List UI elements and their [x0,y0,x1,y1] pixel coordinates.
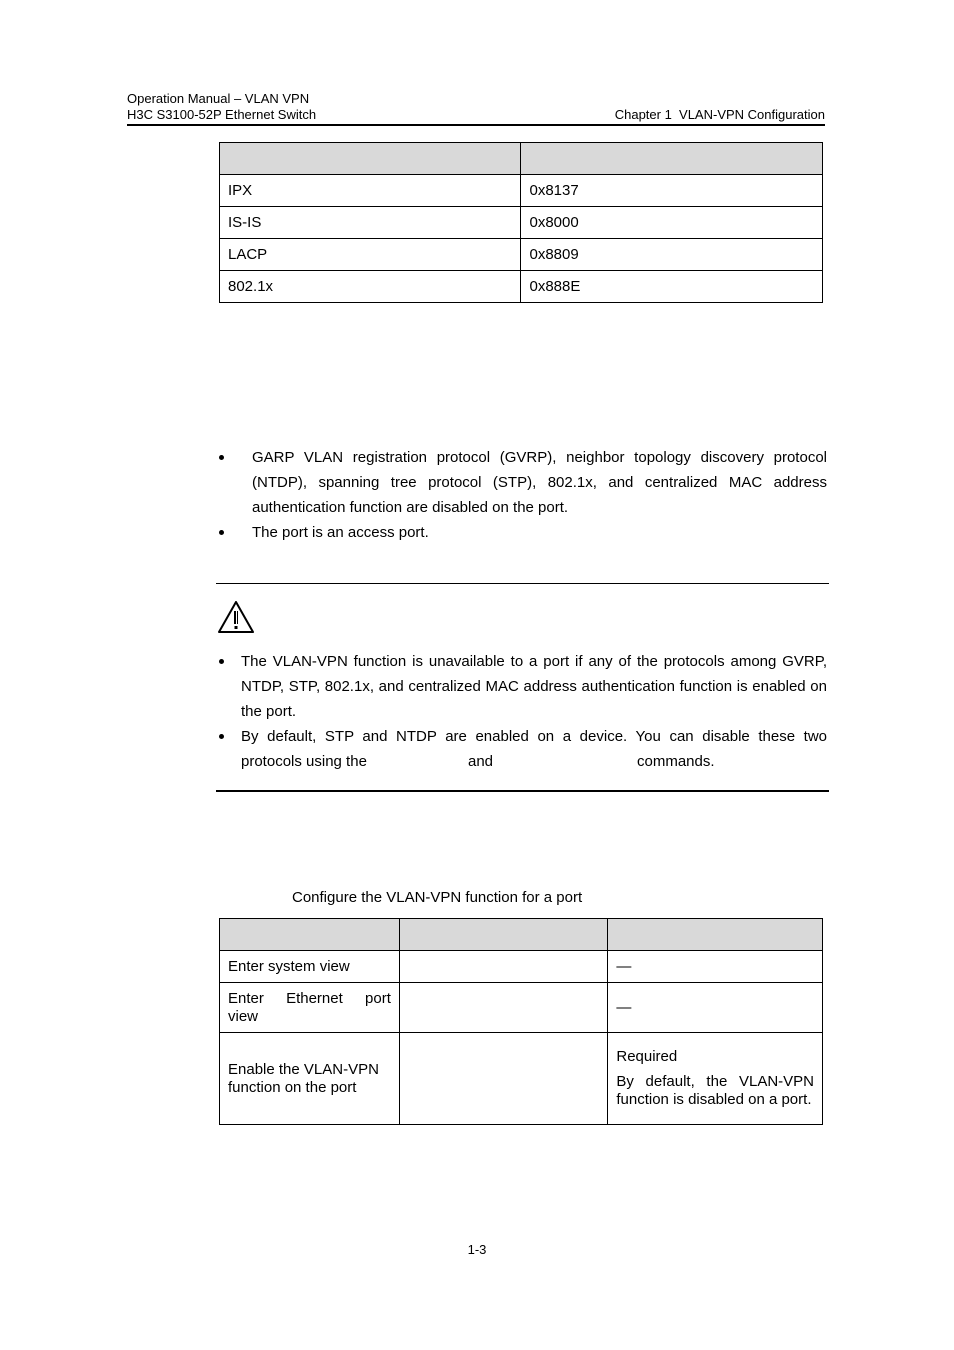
list-item [219,649,827,724]
table-caption: Configure the VLAN-VPN function for a port [292,889,583,906]
command-cell [399,951,607,983]
config-table [219,918,823,1125]
protocol-cell: LACP [220,239,521,271]
list-item-text-line [241,749,827,774]
operation-word: port [365,989,391,1007]
operation-cell: Enter system view [220,951,400,983]
bullet-icon [219,734,224,739]
list-item-text: The VLAN-VPN function is unavailable to a port if any of the protocols among GVRP, NTDP, STP, 802.1x, and centralized MAC address authentication function is enabled on the port. [241,653,827,720]
text-segment: commands. [637,753,715,770]
protocol-cell: 802.1x [220,271,521,303]
bullet-icon [219,659,224,664]
description-line: Required [616,1048,678,1065]
page-number: 1-3 [467,1242,487,1257]
caution-bottom-divider [216,790,829,792]
bullet-icon [219,530,224,535]
text-segment: protocols using the [241,753,367,770]
bullet-icon [219,455,224,460]
protocol-cell: IS-IS [220,207,521,239]
conditions-list [219,445,827,545]
list-item-text: The port is an access port. [252,524,429,541]
command-cell [399,983,607,1033]
table-header-cell [220,919,400,951]
description-cell: — [608,983,823,1033]
table-row [220,207,823,239]
list-item [219,520,827,545]
value-cell: 0x8000 [521,207,823,239]
list-item-text: By default, STP and NTDP are enabled on a device. You can disable these two [241,728,827,745]
table-header-row [220,143,823,175]
description-line: By default, the VLAN-VPN function is disabled on a port. [616,1073,814,1108]
table-header-row [220,919,823,951]
header-divider [127,124,825,126]
caution-list [219,649,827,774]
protocol-type-table [219,142,823,303]
table-row [220,983,823,1033]
header-manual-title: Operation Manual – VLAN VPN [127,91,310,106]
list-item-text: GARP VLAN registration protocol (GVRP), neighbor topology discovery protocol (NTDP), spanning tree protocol (STP), 802.1x, and centralized MAC address authentication function are disabled on the port. [252,449,827,516]
table-row [220,951,823,983]
header-product: H3C S3100-52P Ethernet Switch [127,107,317,122]
operation-cell: Enable the VLAN-VPN function on the port [220,1033,400,1125]
value-cell: 0x8809 [521,239,823,271]
command-cell [399,1033,607,1125]
text-segment: and [468,753,494,770]
table-row [220,239,823,271]
value-cell: 0x888E [521,271,823,303]
value-cell: 0x8137 [521,175,823,207]
caution-top-divider [216,583,829,584]
operation-line [228,990,391,1008]
table-row [220,1033,823,1125]
operation-line: view [228,1007,259,1025]
table-header-cell [399,919,607,951]
operation-cell [220,983,400,1033]
header-chapter: Chapter 1 VLAN-VPN Configuration [614,107,825,122]
protocol-cell: IPX [220,175,521,207]
table-row [220,175,823,207]
table-header-cell [608,919,823,951]
description-cell [608,1033,823,1125]
operation-word: Enter [228,989,264,1007]
list-item [219,724,827,774]
table-header-cell [220,143,521,175]
table-header-cell [521,143,823,175]
list-item [219,445,827,520]
description-cell: — [608,951,823,983]
operation-word: Ethernet [286,989,343,1007]
table-row [220,271,823,303]
warning-triangle-icon [218,601,254,633]
